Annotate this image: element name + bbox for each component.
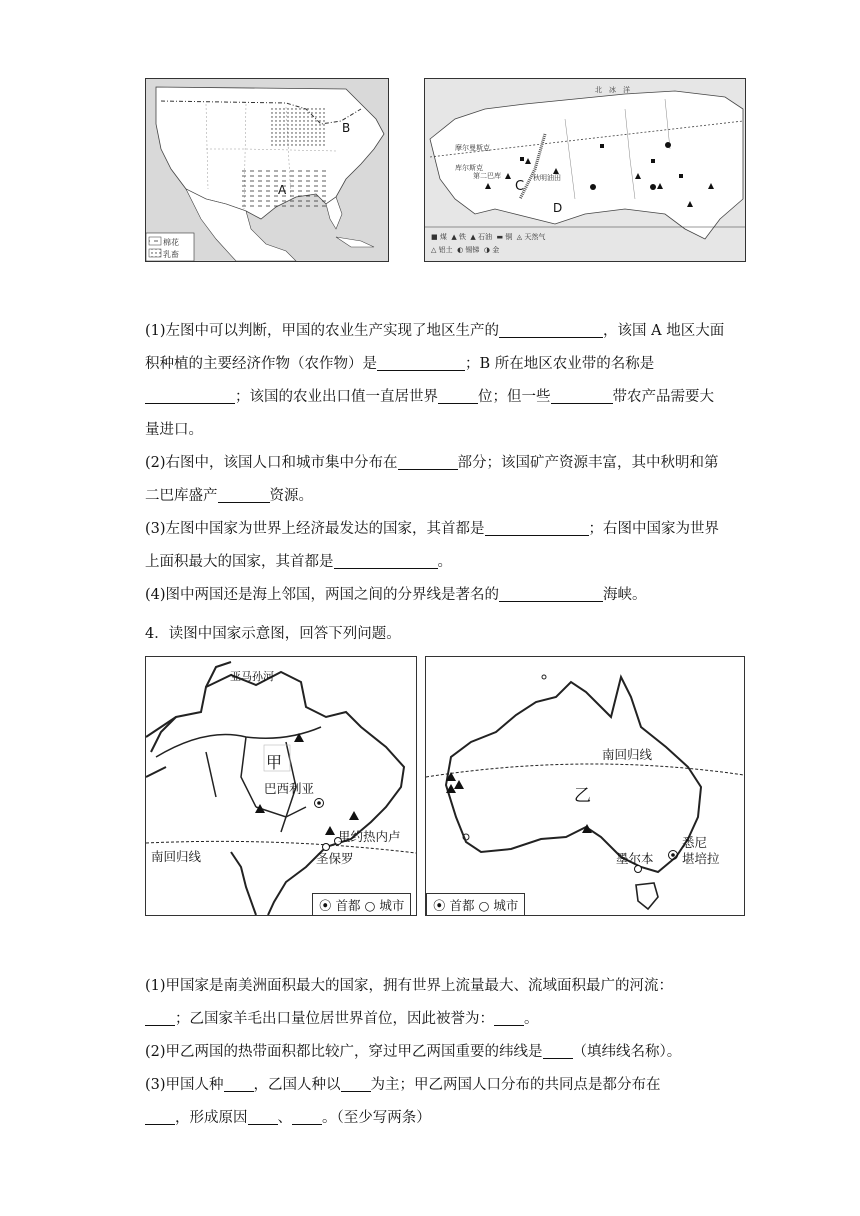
amazon-river-label: 亚马孙河	[230, 670, 274, 683]
blank[interactable]	[485, 519, 589, 536]
iron-legend-icon: ▲	[451, 233, 457, 241]
legend-cotton-label: 棉花	[163, 238, 179, 247]
gold-legend-icon: ◑	[483, 246, 490, 254]
russia-resources-map	[424, 78, 746, 262]
usa-map-drawing	[146, 79, 388, 261]
city-legend-icon: ○	[478, 898, 490, 913]
q4-title: 4．读图中国家示意图，回答下列问题。	[145, 626, 401, 642]
q3-part4: (4)图中两国还是海上邻国，两国之间的分界线是著名的 海峡。	[145, 587, 647, 603]
q4-part3b: ，形成原因 、 。（至少写两条）	[145, 1102, 725, 1135]
tropic-label-australia: 南回归线	[602, 747, 653, 762]
q3-questions	[145, 315, 725, 612]
coal-legend-icon: ■	[431, 233, 438, 241]
tin-legend-icon: ◐	[457, 246, 464, 254]
q4-part1a: (1)甲国家是南美洲面积最大的国家，拥有世界上流量最大、流域面积最广的河流：	[145, 978, 674, 994]
blank[interactable]	[145, 387, 235, 404]
city-legend-icon: ○	[364, 898, 376, 913]
arctic-ocean-label: 北 冰 洋	[595, 86, 630, 94]
dairy-legend-icon	[149, 249, 161, 257]
mountain-icon	[294, 733, 304, 742]
russia-label-d: D	[553, 201, 563, 215]
russia-label-c: C	[515, 179, 525, 194]
legend-dairy-label: 乳畜	[163, 250, 179, 259]
capital-legend-icon: ⦿	[433, 898, 446, 913]
q3-part2: (2)右图中，该国人口和城市集中分布在 部分；该国矿产资源丰富，其中秋明和第二巴库盛产 资源。	[145, 455, 719, 504]
usa-label-b: B	[342, 121, 351, 135]
saopaulo-label: 圣保罗	[316, 851, 354, 866]
rio-label: 里约热内卢	[338, 829, 401, 844]
sydney-label: 悉尼	[682, 835, 708, 850]
blank[interactable]	[145, 1108, 175, 1125]
gas-legend-icon: ◬	[516, 233, 523, 241]
tropic-label-brazil: 南回归线	[151, 849, 202, 864]
q3-part3: (3)左图中国家为世界上经济最发达的国家，其首都是 ；右图中国家为世界上面积最大的国家，其首都是 。	[145, 521, 720, 570]
russia-city-second-baku: 第二巴库	[473, 172, 501, 180]
bauxite-legend-icon: △	[431, 246, 437, 254]
blank[interactable]	[248, 1108, 278, 1125]
country-yi-label: 乙	[574, 786, 591, 806]
q4-part1b: ；乙国家羊毛出口量位居世界首位，因此被誉为： 。	[145, 1003, 725, 1036]
copper-legend-icon: ▬	[496, 233, 504, 241]
blank[interactable]	[494, 1009, 524, 1026]
russia-city-kursk: 库尔斯克	[455, 164, 483, 172]
blank[interactable]	[499, 321, 603, 338]
brazil-legend: ⦿ 首都 ○ 城市	[312, 893, 411, 916]
q3-part1: (1)左图中可以判断，甲国的农业生产实现了地区生产的 ，该国 A 地区大面积种植的主要经济作物（农作物）是 ；B 所在地区农业带的名称是；该国的农业出口值一直居世界 位；但一些 带农产品需要大量进口。	[145, 323, 725, 438]
brasilia-label: 巴西利亚	[264, 781, 315, 796]
australia-map	[425, 656, 745, 916]
blank[interactable]	[543, 1042, 573, 1059]
usa-label-a: A	[278, 183, 287, 197]
canberra-label: 堪培拉	[682, 851, 720, 866]
country-jia-label: 甲	[266, 753, 283, 772]
q4-questions	[145, 970, 725, 1135]
mountain-icon	[325, 826, 335, 835]
usa-agriculture-map	[145, 78, 389, 262]
melbourne-label: 墨尔本	[616, 851, 654, 866]
russia-legend-row1: ■ 煤 ▲ 铁 ▲ 石油 ▬ 铜 ◬ 天然气	[431, 233, 546, 241]
mountain-icon	[255, 804, 265, 813]
blank[interactable]	[499, 585, 603, 602]
q4-part3a: (3)甲国人种 ，乙国人种以 为主；甲乙两国人口分布的共同点是都分布在	[145, 1077, 661, 1093]
blank[interactable]	[377, 354, 465, 371]
australia-legend: ⦿ 首都 ○ 城市	[426, 893, 525, 916]
blank[interactable]	[341, 1075, 371, 1092]
capital-legend-icon: ⦿	[319, 898, 332, 913]
brazil-map	[145, 656, 417, 916]
russia-city-tyumen: 秋明油田	[533, 174, 561, 182]
blank[interactable]	[224, 1075, 254, 1092]
blank[interactable]	[145, 1009, 175, 1026]
russia-legend-row2: △ 铝土 ◐ 锡锑 ◑ 金	[431, 246, 500, 254]
cotton-legend-icon	[149, 237, 161, 245]
russia-city-murmansk: 摩尔曼斯克	[455, 144, 490, 152]
oil-legend-icon: ▲	[470, 233, 476, 241]
blank[interactable]	[218, 486, 270, 503]
blank[interactable]	[398, 453, 458, 470]
blank[interactable]	[292, 1108, 322, 1125]
blank[interactable]	[334, 552, 438, 569]
blank[interactable]	[438, 387, 478, 404]
blank[interactable]	[551, 387, 613, 404]
q4-part2: (2)甲乙两国的热带面积都比较广，穿过甲乙两国重要的纬线是 （填纬线名称）。	[145, 1044, 682, 1060]
mountain-icon	[349, 811, 359, 820]
